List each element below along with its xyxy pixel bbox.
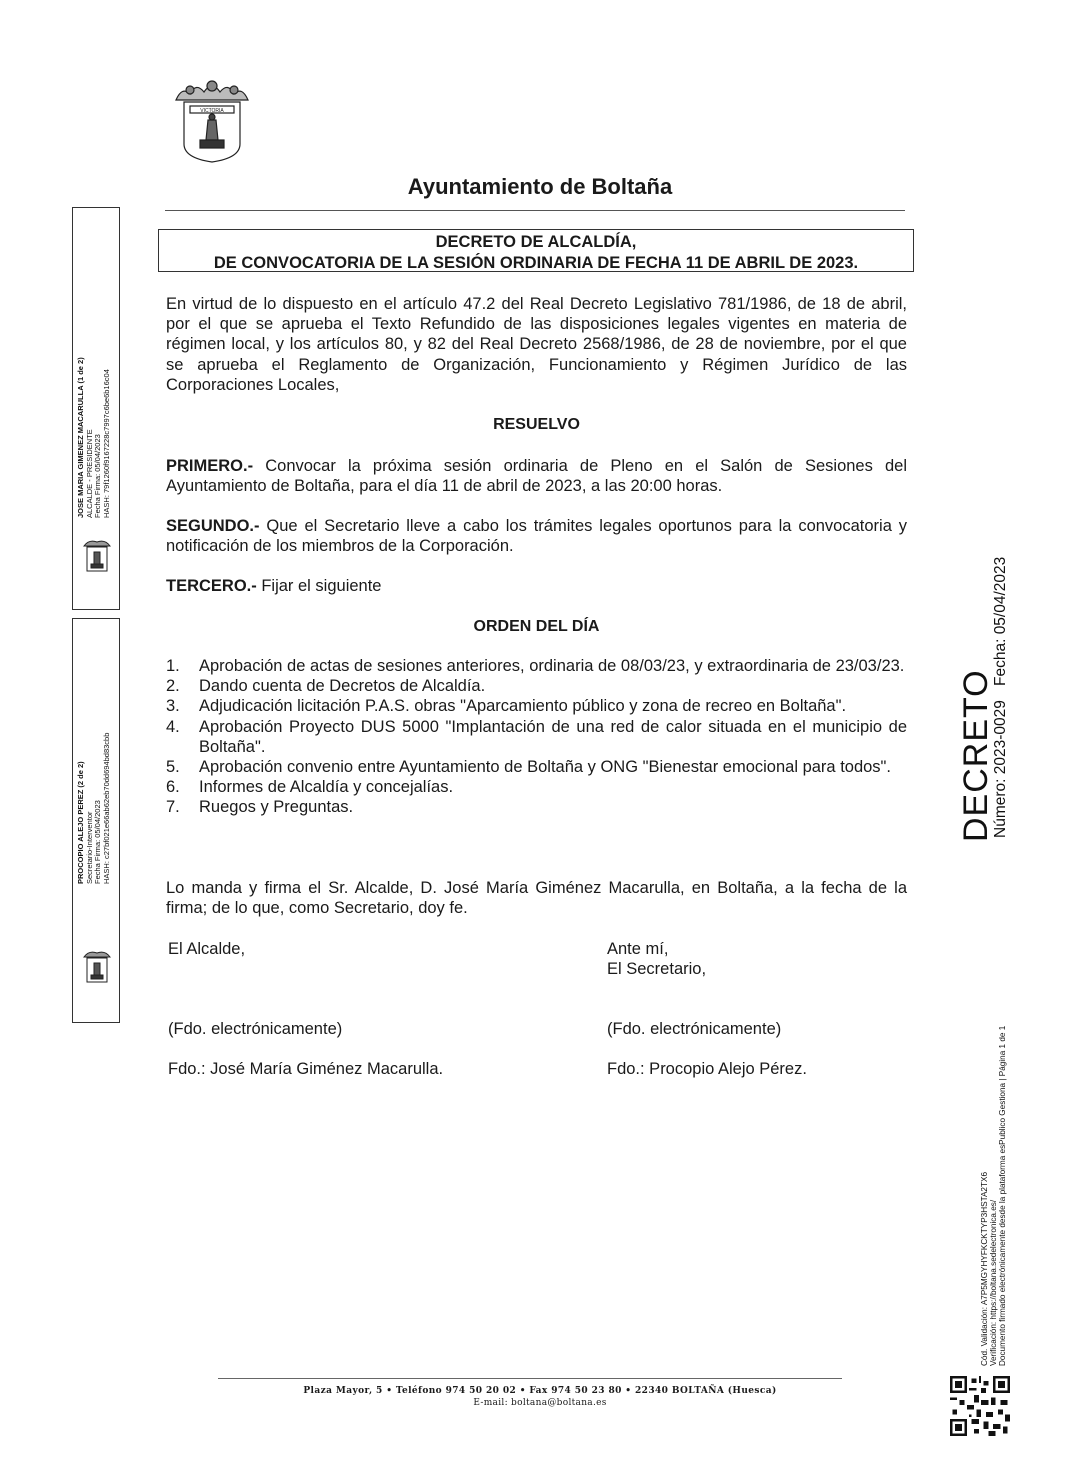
segundo-paragraph [166,516,907,556]
secretario-label: El Secretario, [607,960,707,979]
agenda-item [166,717,907,757]
decreto-stamp-number: Número: 2023-0029 [992,700,1009,838]
title-divider [165,210,905,211]
footer-email: E-mail: boltana@boltana.es [473,1398,607,1408]
agenda-number: 5. [166,758,180,777]
signer-hash: HASH: c27bf021e66ab62eb70dd694bd83cbb [101,732,111,884]
agenda-text: Aprobación convenio entre Ayuntamiento de Boltaña y ONG "Bienestar emocional para todos". [199,758,891,777]
agenda-text: Adjudicación licitación P.A.S. obras "Aparcamiento público y zona de recreo en Boltaña". [199,697,847,716]
agenda-item [166,777,907,797]
orden-heading: ORDEN DEL DÍA [473,618,600,635]
crest-label: VICTORIA [200,108,224,114]
signature-stamp-secretario [72,618,120,1023]
alcalde-role: El Alcalde, [168,940,246,958]
secretario-name: Fdo.: Procopio Alejo Pérez. [607,1060,807,1078]
footer-address: Plaza Mayor, 5 • Teléfono 974 50 20 02 • Fax 974 50 23 80 • 22340 BOLTAÑA (Huesca) [303,1386,777,1396]
agenda-item [166,656,907,676]
agenda-item [166,797,907,817]
agenda-text: Ruegos y Preguntas. [199,798,354,817]
resuelvo-heading: RESUELVO [493,416,580,433]
intro-paragraph: En virtud de lo dispuesto en el artículo 47.2 del Real Decreto Legislativo 781/1986, de 18 de abril, por el que se aprueba el Texto Refundido de las disposiciones legales vigentes en materia de régimen local, y los artículos 80, y 82 del Real Decreto 2568/1986, de 28 de noviembre, por el que se aprueba el Reglamento de Organización, Funcionamiento y Régimen Jurídico de las Corporaciones Locales, [166,295,907,394]
platform-note: Documento firmado electrónicamente desde la plataforma esPublico Gestiona | Página 1 de 1 [998,1025,1007,1366]
agenda-text: Informes de Alcaldía y concejalías. [199,778,454,797]
signature-stamp-alcalde [72,207,120,610]
agenda-number: 6. [166,778,180,797]
agenda-item [166,696,907,716]
signer-hash: HASH: 79f1260f9167228c7997c6be6b16c04 [101,369,111,518]
agenda-number: 3. [166,697,180,716]
municipal-crest [168,80,256,164]
decree-title-box [158,229,914,272]
mini-crest-icon [81,949,113,987]
decreto-stamp-date: Fecha: 05/04/2023 [992,556,1009,686]
secretario-role [607,939,706,979]
agenda-list [166,656,907,818]
agenda-item [166,757,907,777]
agenda-number: 4. [166,717,180,736]
agenda-number: 7. [166,798,180,817]
validation-code: Cód. Validación: A7P5MGYHYFKCKTYP3HSTA2TX6 [980,1172,989,1366]
footer-divider [218,1378,842,1379]
alcalde-name: Fdo.: José María Giménez Macarulla. [168,1060,444,1078]
ante-mi: Ante mí, [607,940,669,958]
decree-title-line1: DECRETO DE ALCALDÍA, [435,233,637,251]
tercero-text: Fijar el siguiente [256,577,382,595]
primero-paragraph [166,456,907,496]
signer-name: JOSE MARIA GIMENEZ MACARULLA (1 de 2) [76,357,85,518]
tercero-paragraph [166,576,907,596]
decree-title-line2: DE CONVOCATORIA DE LA SESIÓN ORDINARIA DE FECHA 11 DE ABRIL DE 2023. [213,254,859,272]
agenda-text: Dando cuenta de Decretos de Alcaldía. [199,677,486,696]
signer-date: Fecha Firma: 05/04/2023 [93,434,102,518]
validation-stamp [980,1026,1007,1366]
signer-role: ALCALDE - PRESIDENTE [84,429,94,518]
segundo-text: Que el Secretario lleve a cabo los trámites legales oportunos para la convocatoria y notificación de los miembros de la Corporación. [166,517,907,556]
agenda-item [166,676,907,696]
signature-stamp-text [77,357,111,518]
signer-date: Fecha Firma: 05/04/2023 [93,800,102,884]
verification-url: Verificación: https://boltana.sedelectronica.es/ [989,1199,998,1366]
agenda-text: Aprobación Proyecto DUS 5000 "Implantación de una red de calor situada en el municipio de Boltaña". [199,717,907,756]
tercero-label: TERCERO.- [166,577,257,595]
agenda-text: Aprobación de actas de sesiones anteriores, ordinaria de 08/03/23, y extraordinaria de 23/03/23. [199,657,905,675]
town-title: Ayuntamiento de Boltaña [407,174,673,199]
agenda-number: 2. [166,677,180,696]
closing-paragraph: Lo manda y firma el Sr. Alcalde, D. José María Giménez Macarulla, en Boltaña, a la fecha de la firma; de lo que, como Secretario, doy fe. [166,879,907,918]
signer-name: PROCOPIO ALEJO PEREZ (2 de 2) [76,761,85,884]
segundo-label: SEGUNDO.- [166,517,260,535]
secretario-electronic: (Fdo. electrónicamente) [607,1020,782,1038]
primero-text: Convocar la próxima sesión ordinaria de Pleno en el Salón de Sesiones del Ayuntamiento de Boltaña, para el día 11 de abril de 2023, a las 20:00 horas. [166,457,907,496]
alcalde-electronic: (Fdo. electrónicamente) [168,1020,343,1038]
signer-role: Secretario-Interventor [84,811,94,884]
signature-stamp-text [77,733,111,884]
primero-label: PRIMERO.- [166,457,254,475]
agenda-number: 1. [166,657,180,675]
mini-crest-icon [81,538,113,576]
decreto-stamp-word: DECRETO [957,669,995,842]
